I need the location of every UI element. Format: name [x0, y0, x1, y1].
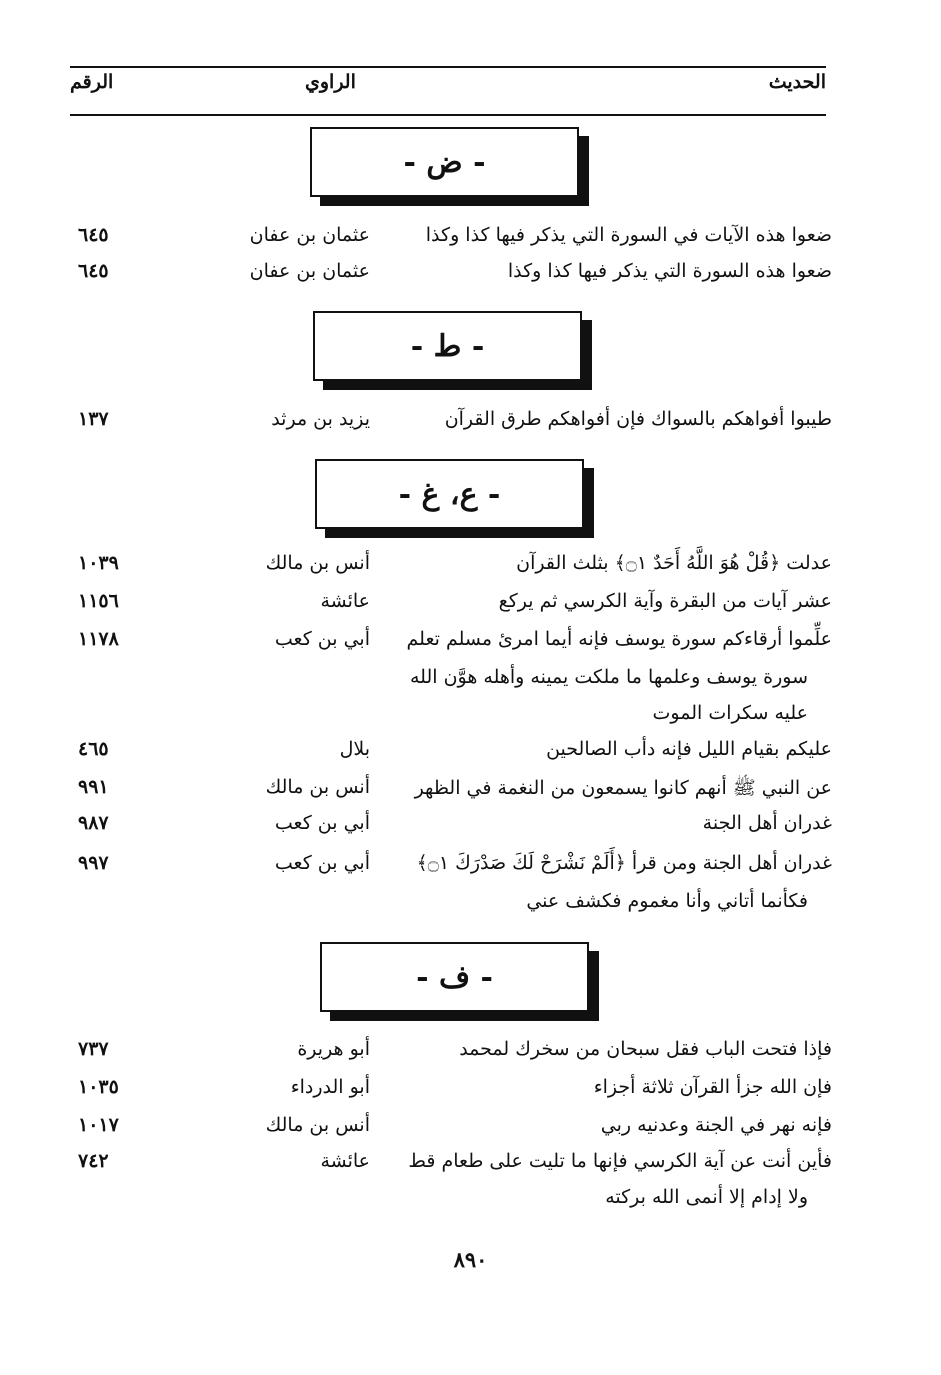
hadith-text: علِّموا أرقاءكم سورة يوسف فإنه أيما امرئ مسلم تعلم	[406, 628, 832, 650]
table-row	[70, 590, 832, 624]
hadith-number: ١١٧٨	[78, 628, 119, 650]
hadith-number: ١٠٣٥	[78, 1076, 119, 1098]
narrator-name: أبو هريرة	[297, 1038, 370, 1060]
hadith-number: ١١٥٦	[78, 590, 119, 612]
hadith-number: ٤٦٥	[78, 738, 109, 760]
narrator-name: عثمان بن عفان	[249, 260, 370, 282]
header-top-rule	[70, 66, 826, 68]
hadith-continuation: ولا إدام إلا أنمى الله بركته	[605, 1186, 808, 1208]
hadith-number: ٦٤٥	[78, 260, 109, 282]
hadith-text: فأين أنت عن آية الكرسي فإنها ما تليت على طعام قط	[408, 1150, 832, 1172]
narrator-name: عائشة	[320, 590, 370, 612]
hadith-number: ١٠١٧	[78, 1114, 119, 1136]
hadith-text: فإذا فتحت الباب فقل سبحان من سخرك لمحمد	[459, 1038, 832, 1060]
narrator-name: أبي بن كعب	[274, 812, 370, 834]
table-row	[70, 1076, 832, 1110]
table-row	[70, 224, 832, 258]
narrator-name: أنس بن مالك	[265, 1114, 370, 1136]
table-row	[70, 1038, 832, 1072]
narrator-name: أنس بن مالك	[265, 552, 370, 574]
hadith-number: ١٠٣٩	[78, 552, 119, 574]
hadith-continuation: فكأنما أتاني وأنا مغموم فكشف عني	[526, 890, 808, 912]
narrator-name: عائشة	[320, 1150, 370, 1172]
page-number: ٨٩٠	[453, 1247, 488, 1272]
section-heading-fa: - ف -	[320, 942, 589, 1012]
table-row	[70, 628, 832, 662]
table-row	[70, 408, 832, 442]
header-bottom-rule	[70, 114, 826, 116]
section-heading-ayn-ghayn: - ع، غ -	[315, 459, 584, 529]
section-heading-ta: - ط -	[313, 311, 582, 381]
hadith-text: غدران أهل الجنة ومن قرأ ﴿أَلَمْ نَشْرَحْ لَكَ صَدْرَكَ ۝١﴾	[416, 852, 832, 874]
hadith-number: ٦٤٥	[78, 224, 109, 246]
table-row	[70, 1150, 832, 1184]
hadith-number: ١٣٧	[78, 408, 109, 430]
hadith-text: فإنه نهر في الجنة وعدنيه ربي	[600, 1114, 832, 1136]
column-header-hadith: الحديث	[768, 71, 826, 93]
narrator-name: أبو الدرداء	[290, 1076, 370, 1098]
narrator-name: يزيد بن مرثد	[271, 408, 370, 430]
hadith-number: ٧٤٢	[78, 1150, 109, 1172]
narrator-name: بلال	[339, 738, 370, 760]
table-row	[70, 812, 832, 846]
hadith-number: ٧٣٧	[78, 1038, 109, 1060]
hadith-number: ٩٨٧	[78, 812, 109, 834]
narrator-name: أبي بن كعب	[274, 628, 370, 650]
hadith-text: طيبوا أفواهكم بالسواك فإن أفواهكم طرق القرآن	[444, 408, 832, 430]
column-header-narrator: الراوي	[305, 71, 356, 93]
table-row	[70, 776, 832, 810]
hadith-text: ضعوا هذه الآيات في السورة التي يذكر فيها كذا وكذا	[425, 224, 832, 246]
hadith-text: فإن الله جزأ القرآن ثلاثة أجزاء	[593, 1076, 832, 1098]
table-row	[70, 552, 832, 586]
table-row	[70, 852, 832, 886]
hadith-continuation: سورة يوسف وعلمها ما ملكت يمينه وأهله هوَّن الله	[410, 666, 808, 688]
hadith-number: ٩٩١	[78, 776, 109, 798]
hadith-text: ضعوا هذه السورة التي يذكر فيها كذا وكذا	[507, 260, 832, 282]
hadith-text: عليكم بقيام الليل فإنه دأب الصالحين	[546, 738, 832, 760]
hadith-text: عن النبي ﷺ أنهم كانوا يسمعون من النغمة في الظهر	[414, 777, 832, 799]
hadith-text: غدران أهل الجنة	[702, 812, 832, 834]
narrator-name: أبي بن كعب	[274, 852, 370, 874]
hadith-number: ٩٩٧	[78, 852, 109, 874]
hadith-text: عدلت ﴿قُلْ هُوَ اللَّهُ أَحَدٌ ۝١﴾ بثلث القرآن	[516, 552, 832, 574]
narrator-name: أنس بن مالك	[265, 776, 370, 798]
narrator-name: عثمان بن عفان	[249, 224, 370, 246]
table-row	[70, 1114, 832, 1148]
table-row	[70, 738, 832, 772]
section-heading-dad: - ض -	[310, 127, 579, 197]
table-row	[70, 260, 832, 294]
hadith-text: عشر آيات من البقرة وآية الكرسي ثم يركع	[498, 590, 832, 612]
column-header-number: الرقم	[70, 71, 114, 93]
hadith-continuation: عليه سكرات الموت	[652, 702, 808, 724]
